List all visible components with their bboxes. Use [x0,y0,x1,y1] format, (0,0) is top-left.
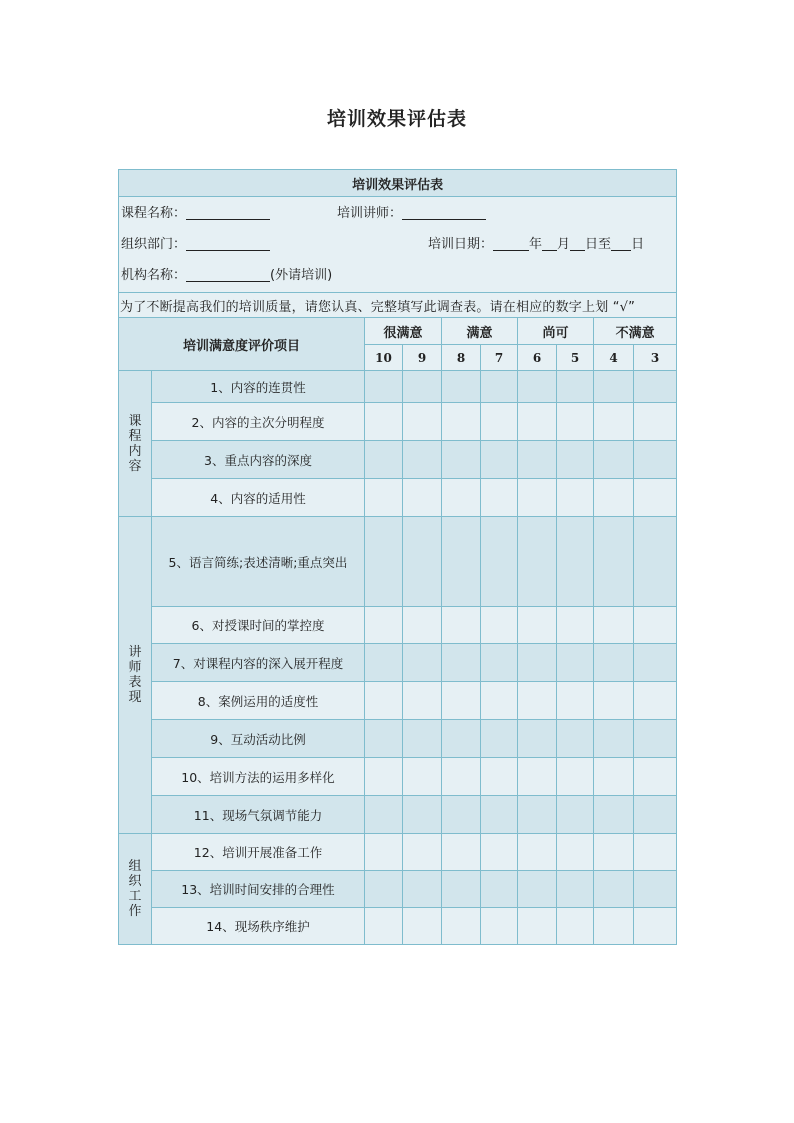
score-cell[interactable] [518,796,557,834]
score-cell[interactable] [634,720,677,758]
score-cell[interactable] [557,871,594,908]
evaluation-item: 11、现场气氛调节能力 [152,796,365,834]
score-cell[interactable] [442,682,481,720]
category-label [119,834,152,945]
score-cell[interactable] [365,479,403,517]
category-label [119,371,152,517]
score-cell[interactable] [594,908,634,945]
score-cell[interactable] [365,796,403,834]
score-cell[interactable] [403,908,442,945]
score-cell[interactable] [634,479,677,517]
group-unsatisfied: 不满意 [594,318,677,345]
score-cell[interactable] [442,403,481,441]
score-cell[interactable] [481,796,518,834]
course-label: 课程名称： [121,206,187,221]
category-text: 讲师表现 [128,645,142,705]
score-cell[interactable] [365,644,403,682]
score-cell[interactable] [403,644,442,682]
evaluation-item: 5、语言简练;表述清晰;重点突出 [152,517,365,607]
table-title: 培训效果评估表 [119,170,677,197]
score-cell[interactable] [365,682,403,720]
score-cell[interactable] [481,682,518,720]
score-cell[interactable] [557,517,594,607]
evaluation-item: 3、重点内容的深度 [152,441,365,479]
score-cell[interactable] [365,403,403,441]
score-cell[interactable] [594,607,634,644]
score-cell[interactable] [481,834,518,871]
score-cell[interactable] [442,607,481,644]
score-cell[interactable] [365,871,403,908]
score-cell[interactable] [594,403,634,441]
score-cell[interactable] [634,517,677,607]
score-cell[interactable] [442,871,481,908]
score-cell[interactable] [634,834,677,871]
score-cell[interactable] [594,479,634,517]
score-cell[interactable] [594,720,634,758]
date-day-end-field[interactable] [611,236,631,251]
score-cell[interactable] [442,758,481,796]
score-cell[interactable] [481,479,518,517]
score-cell[interactable] [518,834,557,871]
score-header: 4 [594,345,634,371]
score-cell[interactable] [518,758,557,796]
score-cell[interactable] [557,607,594,644]
score-cell[interactable] [442,834,481,871]
score-header: 8 [442,345,481,371]
score-cell[interactable] [481,371,518,403]
score-cell[interactable] [594,871,634,908]
date-label: 培训日期： [428,237,494,252]
score-cell[interactable] [634,403,677,441]
score-cell[interactable] [518,871,557,908]
score-cell[interactable] [365,758,403,796]
evaluation-item: 1、内容的连贯性 [152,371,365,403]
score-cell[interactable] [442,479,481,517]
score-cell[interactable] [481,517,518,607]
score-cell[interactable] [403,479,442,517]
score-cell[interactable] [594,644,634,682]
score-cell[interactable] [403,871,442,908]
score-cell[interactable] [365,371,403,403]
score-cell[interactable] [365,607,403,644]
score-cell[interactable] [442,371,481,403]
score-cell[interactable] [481,403,518,441]
category-text: 组织工作 [128,859,142,919]
score-header: 5 [557,345,594,371]
score-cell[interactable] [442,720,481,758]
score-cell[interactable] [594,371,634,403]
score-cell[interactable] [594,834,634,871]
score-cell[interactable] [442,441,481,479]
score-cell[interactable] [634,908,677,945]
score-header: 7 [481,345,518,371]
score-cell[interactable] [518,517,557,607]
score-cell[interactable] [557,834,594,871]
score-cell[interactable] [442,644,481,682]
score-cell[interactable] [634,682,677,720]
org-field[interactable] [186,267,270,282]
score-cell[interactable] [481,607,518,644]
score-cell[interactable] [634,871,677,908]
score-cell[interactable] [403,607,442,644]
score-cell[interactable] [365,441,403,479]
info-line-course [121,198,676,229]
evaluation-item: 7、对课程内容的深入展开程度 [152,644,365,682]
evaluation-item: 6、对授课时间的掌控度 [152,607,365,644]
score-cell[interactable] [557,441,594,479]
date-day-unit: 日 [631,237,645,252]
score-cell[interactable] [594,517,634,607]
score-cell[interactable] [403,403,442,441]
score-cell[interactable] [557,479,594,517]
score-cell[interactable] [518,441,557,479]
date-month-unit: 月 [557,237,571,252]
score-cell[interactable] [442,517,481,607]
evaluation-item: 4、内容的适用性 [152,479,365,517]
evaluation-item: 12、培训开展准备工作 [152,834,365,871]
score-cell[interactable] [481,908,518,945]
score-cell[interactable] [557,720,594,758]
score-cell[interactable] [518,682,557,720]
info-section [119,197,677,293]
score-cell[interactable] [365,908,403,945]
evaluation-item: 2、内容的主次分明程度 [152,403,365,441]
score-cell[interactable] [481,441,518,479]
score-cell[interactable] [557,796,594,834]
score-cell[interactable] [481,758,518,796]
date-year-field[interactable] [493,236,529,251]
score-cell[interactable] [634,371,677,403]
info-line-org [121,260,676,291]
score-cell[interactable] [365,517,403,607]
score-cell[interactable] [403,834,442,871]
trainer-field[interactable] [402,205,486,220]
score-cell[interactable] [634,796,677,834]
score-cell[interactable] [518,908,557,945]
evaluation-item: 10、培训方法的运用多样化 [152,758,365,796]
score-cell[interactable] [442,796,481,834]
category-label [119,517,152,834]
score-cell[interactable] [481,720,518,758]
date-day-to: 日至 [585,237,612,252]
score-cell[interactable] [557,682,594,720]
score-cell[interactable] [481,871,518,908]
score-cell[interactable] [518,644,557,682]
score-cell[interactable] [594,796,634,834]
score-cell[interactable] [481,644,518,682]
score-cell[interactable] [594,682,634,720]
score-cell[interactable] [403,682,442,720]
score-cell[interactable] [594,441,634,479]
score-cell[interactable] [518,479,557,517]
score-cell[interactable] [557,644,594,682]
score-cell[interactable] [557,758,594,796]
score-cell[interactable] [403,796,442,834]
group-satisfied: 满意 [442,318,518,345]
score-cell[interactable] [365,720,403,758]
score-cell[interactable] [518,720,557,758]
evaluation-item: 13、培训时间安排的合理性 [152,871,365,908]
score-cell[interactable] [403,758,442,796]
org-label: 机构名称： [121,268,187,283]
evaluation-item: 14、现场秩序维护 [152,908,365,945]
score-cell[interactable] [403,720,442,758]
date-month-field[interactable] [542,236,557,251]
score-cell[interactable] [634,644,677,682]
instruction-text: 为了不断提高我们的培训质量，请您认真、完整填写此调查表。请在相应的数字上划 “√” [119,293,677,318]
group-acceptable: 尚可 [518,318,594,345]
trainer-label: 培训讲师： [337,206,403,221]
score-cell[interactable] [403,371,442,403]
score-cell[interactable] [634,441,677,479]
score-header: 10 [365,345,403,371]
score-header: 3 [634,345,677,371]
score-cell[interactable] [403,517,442,607]
score-cell[interactable] [557,371,594,403]
score-cell[interactable] [442,908,481,945]
score-header: 9 [403,345,442,371]
score-cell[interactable] [365,834,403,871]
course-name-field[interactable] [186,205,270,220]
date-year-unit: 年 [529,237,543,252]
date-day-start-field[interactable] [570,236,585,251]
category-text: 课程内容 [128,413,142,474]
score-cell[interactable] [518,403,557,441]
score-cell[interactable] [518,371,557,403]
evaluation-item: 9、互动活动比例 [152,720,365,758]
score-cell[interactable] [634,758,677,796]
score-cell[interactable] [403,441,442,479]
dept-field[interactable] [186,236,270,251]
info-line-dept [121,229,676,260]
group-very-satisfied: 很满意 [365,318,442,345]
evaluation-table [118,169,677,945]
score-cell[interactable] [518,607,557,644]
evaluation-item: 8、案例运用的适度性 [152,682,365,720]
dept-label: 组织部门： [121,237,187,252]
score-cell[interactable] [557,908,594,945]
score-header: 6 [518,345,557,371]
org-note: (外请培训) [270,268,333,283]
score-cell[interactable] [634,607,677,644]
page-title: 培训效果评估表 [326,108,467,130]
item-column-header: 培训满意度评价项目 [119,318,365,371]
score-cell[interactable] [557,403,594,441]
score-cell[interactable] [594,758,634,796]
